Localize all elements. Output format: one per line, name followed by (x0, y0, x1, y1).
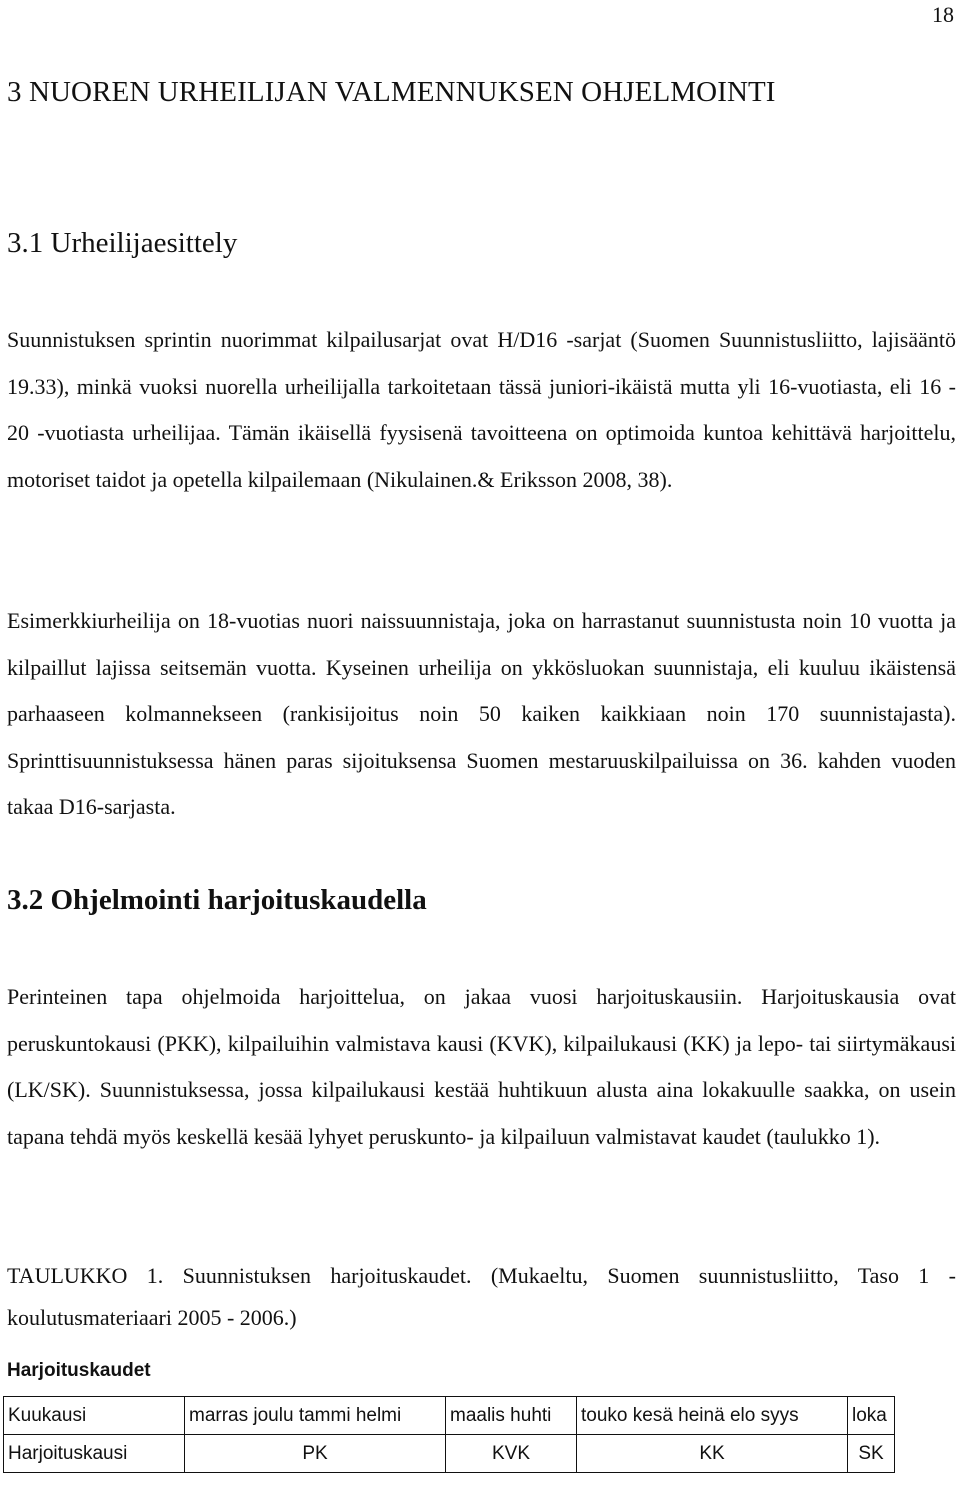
paragraph-example-athlete: Esimerkkiurheilija on 18-vuotias nuori naissuunnistaja, joka on harrastanut suunnistusta noin 10 vuotta ja kilpaillut lajissa seitsemän vuotta. Kyseinen urheilija on ykkösluokan suunnistaja, eli kuuluu ikäistensä parhaaseen kolmannekseen (rankisijoitus noin 50 kaiken kaikkiaan noin 170 suunnistajasta). Sprinttisuunnistuksessa hänen paras sijoituksensa Suomen mestaruuskilpailuissa on 36. kahden vuoden takaa D16-sarjasta. (7, 608, 956, 819)
table-cell: PK (185, 1435, 446, 1473)
table-cell: marras joulu tammi helmi (185, 1397, 446, 1435)
section-heading-athlete: 3.1 Urheilijaesittely (7, 227, 238, 259)
table-cell: touko kesä heinä elo syys (577, 1397, 848, 1435)
table-cell: KVK (446, 1435, 577, 1473)
paragraph-athlete-age: Suunnistuksen sprintin nuorimmat kilpailusarjat ovat H/D16 -sarjat (Suomen Suunnistusliitto, lajisääntö 19.33), minkä vuoksi nuorella urheilijalla tarkoitetaan tässä juniori-ikäistä mutta yli 16-vuotiasta, eli 16 - 20 -vuotiasta urheilijaa. Tämän ikäisellä fyysisenä tavoitteena on optimoida kuntoa kehittävä harjoittelu, motoriset taidot ja opetella kilpailemaan (Nikulainen.& Eriksson 2008, 38). (7, 327, 956, 492)
chapter-heading: 3 NUOREN URHEILIJAN VALMENNUKSEN OHJELMOINTI (7, 76, 776, 108)
table-row-seasons (4, 1435, 895, 1473)
section-heading-programming: 3.2 Ohjelmointi harjoituskaudella (7, 884, 427, 916)
training-seasons-table (3, 1396, 895, 1473)
page-number: 18 (932, 2, 954, 27)
table-cell: loka (848, 1397, 895, 1435)
table-cell: Kuukausi (4, 1397, 185, 1435)
table-row-months (4, 1397, 895, 1435)
table-caption: TAULUKKO 1. Suunnistuksen harjoituskaudet. (Mukaeltu, Suomen suunnistusliitto, Taso 1 - koulutusmateriaari 2005 - 2006.) (7, 1263, 956, 1330)
table-cell: SK (848, 1435, 895, 1473)
table-cell: maalis huhti (446, 1397, 577, 1435)
table-title: Harjoituskaudet (7, 1360, 151, 1381)
paragraph-training-seasons: Perinteinen tapa ohjelmoida harjoittelua, on jakaa vuosi harjoituskausiin. Harjoituskausia ovat peruskuntokausi (PKK), kilpailuihin valmistava kausi (KVK), kilpailukausi (KK) ja lepo- tai siirtymäkausi (LK/SK). Suunnistuksessa, jossa kilpailukausi kestää huhtikuun alusta aina lokakuulle saakka, on usein tapana tehdä myös keskellä kesää lyhyet peruskunto- ja kilpailuun valmistavat kaudet (taulukko 1). (7, 984, 956, 1149)
table-cell: KK (577, 1435, 848, 1473)
table-cell: Harjoituskausi (4, 1435, 185, 1473)
